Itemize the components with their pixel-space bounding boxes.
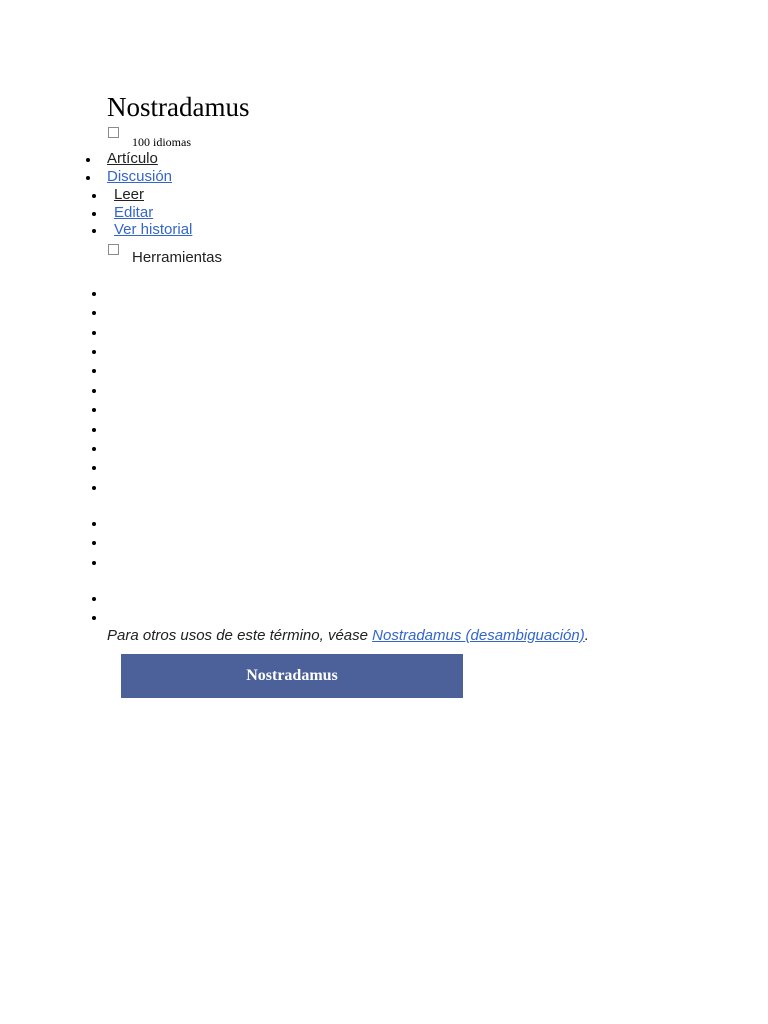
tools-label[interactable]: Herramientas: [132, 249, 223, 266]
list-bullet: [92, 311, 96, 315]
languages-label[interactable]: 100 idiomas: [132, 135, 191, 149]
list-bullet: [92, 389, 96, 393]
tab-ver-historial[interactable]: Ver historial: [114, 221, 193, 238]
languages-toggle-checkbox[interactable]: [108, 127, 119, 138]
list-bullet: [92, 369, 96, 373]
list-bullet: [92, 428, 96, 432]
list-bullet: [92, 331, 96, 335]
infobox-title-text: Nostradamus: [246, 667, 338, 684]
list-bullet: [92, 616, 96, 620]
tab-leer[interactable]: Leer: [114, 186, 145, 203]
list-bullet: [92, 292, 96, 296]
tab-discusion[interactable]: Discusión: [107, 168, 173, 185]
list-bullet: [92, 486, 96, 490]
list-bullet: [92, 522, 96, 526]
disambiguation-link[interactable]: Nostradamus (desambiguación): [372, 627, 585, 644]
list-bullet: [92, 350, 96, 354]
list-bullet: [92, 541, 96, 545]
list-bullet: [92, 212, 96, 216]
list-bullet: [92, 408, 96, 412]
tab-editar[interactable]: Editar: [114, 204, 154, 221]
list-bullet: [92, 597, 96, 601]
list-bullet: [92, 561, 96, 565]
tab-articulo[interactable]: Artículo: [107, 150, 158, 167]
list-bullet: [92, 194, 96, 198]
list-bullet: [92, 447, 96, 451]
hatnote-prefix: Para otros usos de este término, véase: [107, 627, 373, 644]
list-bullet: [92, 229, 96, 233]
list-bullet: [86, 176, 90, 180]
list-bullet: [92, 466, 96, 470]
list-bullet: [86, 158, 90, 162]
hatnote: [107, 627, 589, 645]
page-title: Nostradamus: [107, 92, 250, 122]
hatnote-suffix: .: [584, 627, 589, 644]
infobox-title: [121, 654, 463, 698]
tools-toggle-checkbox[interactable]: [108, 244, 119, 255]
